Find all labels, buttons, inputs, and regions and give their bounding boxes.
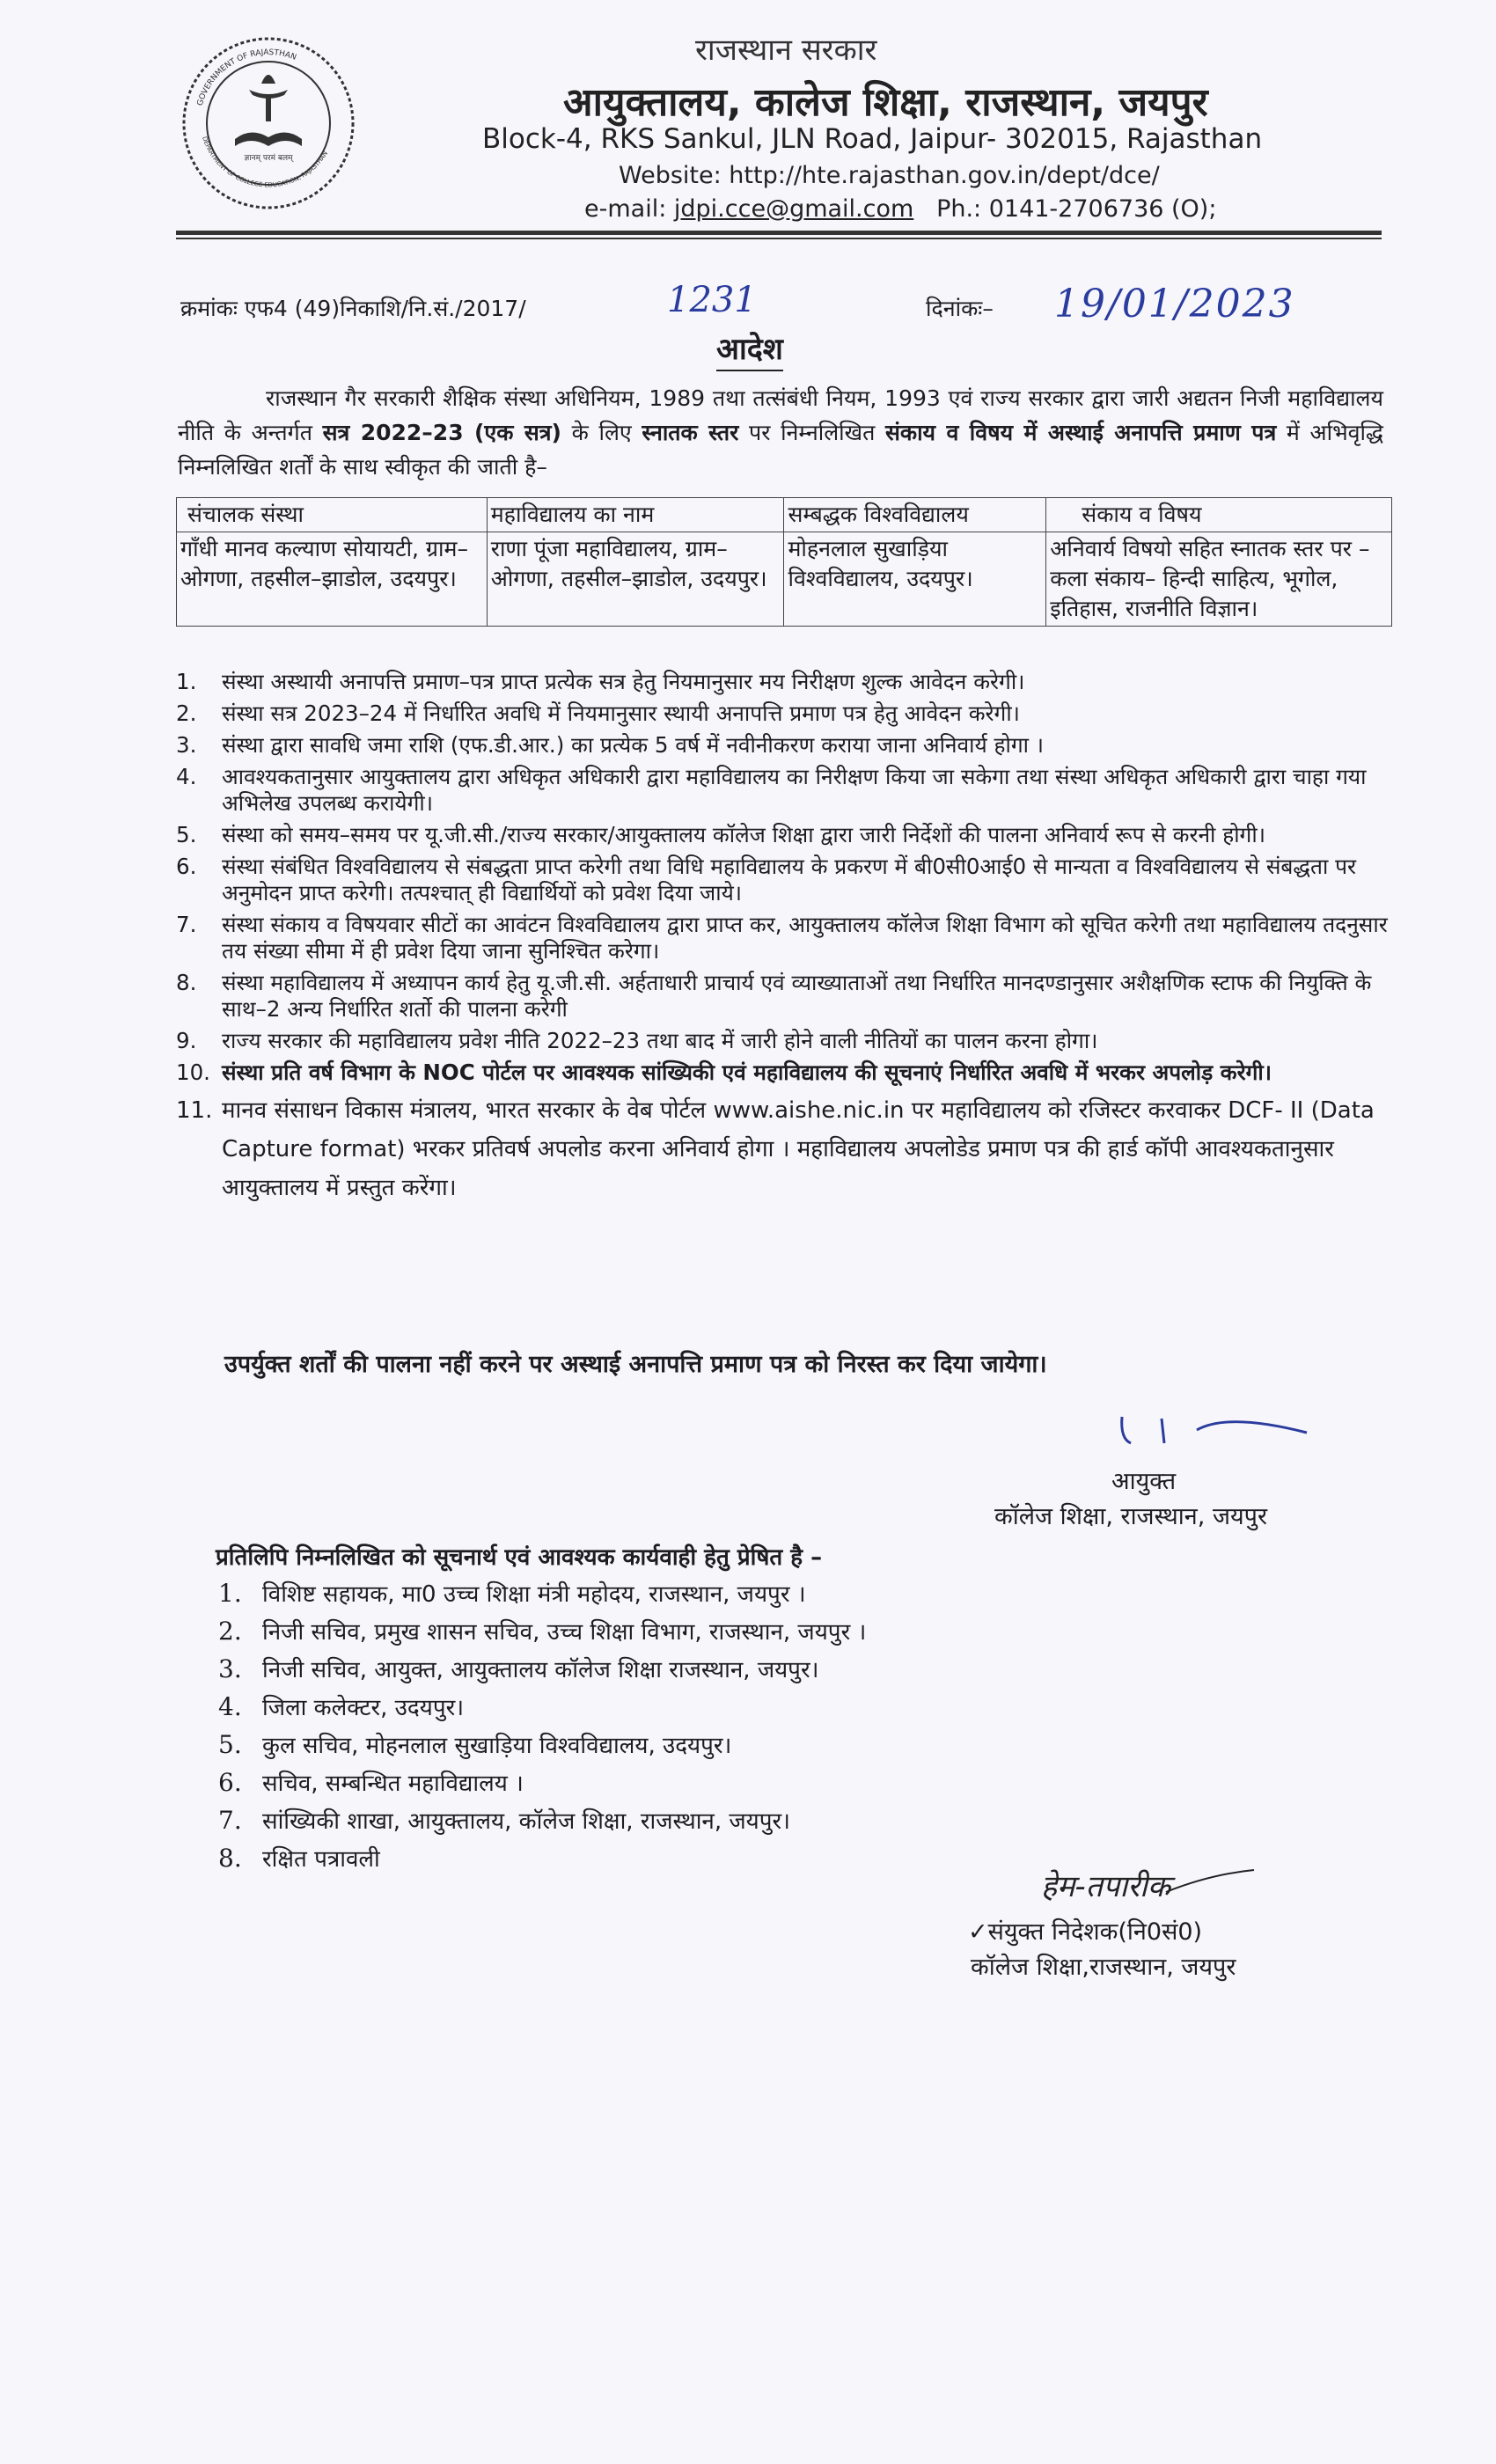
intro-part-7: में अभिवृद्धि निम्नलिखित शर्तों के साथ स्वीकृत की जाती है– [178, 420, 1383, 480]
list-item: 2. संस्था सत्र 2023–24 में निर्धारित अवधि में नियमानुसार स्थायी अनापत्ति प्रमाण पत्र हेतु आवेदन करेगी। [176, 700, 1020, 726]
list-item: 5. संस्था को समय–समय पर यू.जी.सी./राज्य सरकार/आयुक्तालय कॉलेज शिक्षा द्वारा जारी निर्देशों की पालना अनिवार्य रूप से करनी होगी। [176, 822, 1265, 847]
date-label: दिनांकः– [926, 296, 994, 321]
reference-label: क्रमांकः एफ4 (49)निकाशि/नि.सं./2017/ [180, 296, 526, 321]
signatory-office: कॉलेज शिक्षा, राजस्थान, जयपुर [994, 1503, 1268, 1530]
intro-part-3: के लिए [561, 420, 642, 445]
header-rule-thin [176, 238, 1382, 239]
intro-session: सत्र 2022–23 (एक सत्र) [322, 420, 561, 445]
government-name: राजस्थान सरकार [695, 33, 877, 68]
seal-motto: ज्ञानम् परमं बलम् [244, 154, 293, 163]
copy-intro: प्रतिलिपि निम्नलिखित को सूचनार्थ एवं आवश्यक कार्यवाही हेतु प्रेषित है – [216, 1544, 823, 1571]
list-item: 8. रक्षित पत्रावली [218, 1844, 380, 1873]
office-name: आयुक्तालय, कालेज शिक्षा, राजस्थान, जयपुर [563, 80, 1208, 125]
table-header-cell: सम्बद्धक विश्वविद्यालय [784, 498, 1046, 532]
signatory-office: कॉलेज शिक्षा,राजस्थान, जयपुर [971, 1954, 1236, 1981]
signatory-title: ✓संयुक्त निदेशक(नि0सं0) [968, 1918, 1203, 1946]
list-item: 6. सचिव, सम्बन्धित महाविद्यालय । [218, 1768, 524, 1797]
table-row [177, 532, 1392, 627]
conditions-list [176, 669, 1390, 1213]
list-item: 11. मानव संसाधन विकास मंत्रालय, भारत सरकार के वेब पोर्टल www.aishe.nic.in पर महाविद्यालय को रजिस्टर करवाकर DCF- II (Data Capture format) भरकर प्रतिवर्ष अपलोड करना अनिवार्य होगा । महाविद्यालय अपलोडेड प्रमाण पत्र की हार्ड कॉपी आवश्यकतानुसार आयुक्तालय में प्रस्तुत करेंगा। [176, 1097, 1375, 1201]
table-header-cell: संकाय व विषय [1046, 498, 1392, 532]
table-header-cell: संचालक संस्था [177, 498, 488, 532]
phone-number: Ph.: 0141-2706736 (O); [936, 195, 1217, 223]
list-item: 8. संस्था महाविद्यालय में अध्यापन कार्य हेतु यू.जी.सी. अर्हताधारी प्राचार्य एवं व्याख्याताओं तथा निर्धारित मानदण्डानुसार अशैक्षणिक स्टाफ की नियुक्ति के साथ–2 अन्य निर्धारित शर्तो की पालना करेगी [176, 970, 1372, 1022]
closing-note: उपर्युक्त शर्तों की पालना नहीं करने पर अस्थाई अनापत्ति प्रमाण पत्र को निरस्त कर दिया जायेगा। [224, 1351, 1047, 1378]
list-item: 5. कुल सचिव, मोहनलाल सुखाड़िया विश्वविद्यालय, उदयपुर। [218, 1730, 732, 1759]
email-address: jdpi.cce@gmail.com [673, 195, 914, 223]
table-cell-society: गाँधी मानव कल्याण सोयायटी, ग्राम–ओगणा, तहसील–झाडोल, उदयपुर। [177, 532, 488, 627]
list-item: 7. सांख्यिकी शाखा, आयुक्तालय, कॉलेज शिक्षा, राजस्थान, जयपुर। [218, 1806, 791, 1835]
date-handwritten: 19/01/2023 [1054, 282, 1295, 326]
list-item: 2. निजी सचिव, प्रमुख शासन सचिव, उच्च शिक्षा विभाग, राजस्थान, जयपुर । [218, 1617, 867, 1646]
list-item: 6. संस्था संबंधित विश्वविद्यालय से संबद्धता प्राप्त करेगी तथा विधि महाविद्यालय के प्रकरण में बी0सी0आई0 से मान्यता व विश्वविद्यालय से संबद्धता पर अनुमोदन प्राप्त करेगी। तत्पश्चात् ही विद्यार्थियों को प्रवेश दिया जाये। [176, 854, 1357, 906]
seal-text-bottom: DEPARTMENT OF COLLEGE EDUCATION, RAJASTHAN [201, 136, 330, 189]
table-header-cell: महाविद्यालय का नाम [487, 498, 784, 532]
list-item: 1. संस्था अस्थायी अनापत्ति प्रमाण–पत्र प्राप्त प्रत्येक सत्र हेतु नियमानुसार मय निरीक्षण शुल्क आवेदन करेगी। [176, 669, 1025, 694]
intro-noc: संकाय व विषय में अस्थाई अनापत्ति प्रमाण पत्र [884, 420, 1277, 445]
institution-table [176, 497, 1392, 627]
list-item: 7. संस्था संकाय व विषयवार सीटों का आवंटन विश्वविद्यालय द्वारा प्राप्त कर, आयुक्तालय कॉलेज शिक्षा विभाग को सूचित करेगी तथा महाविद्यालय तदनुसार तय संख्या सीमा में ही प्रवेश दिया जाना सुनिश्चित करेगा। [176, 912, 1388, 964]
seal-text-top: GOVERNMENT OF RAJASTHAN [195, 48, 298, 107]
list-item: 1. विशिष्ट सहायक, मा0 उच्च शिक्षा मंत्री महोदय, राजस्थान, जयपुर । [218, 1579, 806, 1608]
table-header-row [177, 498, 1392, 532]
reference-number-handwritten: 1231 [667, 280, 757, 320]
office-website: Website: http://hte.rajasthan.gov.in/dept/dce/ [619, 162, 1160, 189]
contact-line [584, 195, 1216, 223]
list-item: 4. आवश्यकतानुसार आयुक्तालय द्वारा अधिकृत अधिकारी द्वारा महाविद्यालय का निरीक्षण किया जा सकेगा तथा संस्था अधिकृत अधिकारी द्वारा चाहा गया अभिलेख उपलब्ध करायेगी। [176, 764, 1367, 816]
signatory-title: आयुक्त [1111, 1468, 1177, 1495]
list-item: 9. राज्य सरकार की महाविद्यालय प्रवेश नीति 2022–23 तथा बाद में जारी होने वाली नीतियों का पालन करना होगा। [176, 1028, 1098, 1053]
government-seal [180, 35, 356, 211]
table-cell-college: राणा पूंजा महाविद्यालय, ग्राम–ओगणा, तहसील–झाडोल, उदयपुर। [487, 532, 784, 627]
list-item: 10. संस्था प्रति वर्ष विभाग के NOC पोर्टल पर आवश्यक सांख्यिकी एवं महाविद्यालय की सूचनाएं निर्धारित अवधि में भरकर अपलोड़ करेगी। [176, 1060, 1272, 1085]
office-address: Block-4, RKS Sankul, JLN Road, Jaipur- 302015, Rajasthan [482, 123, 1263, 155]
intro-part-1: राजस्थान गैर सरकारी शैक्षिक संस्था अधिनियम, 1989 तथा तत्संबंधी नियम, 1993 एवं राज्य सरकार द्वारा जारी अद्यतन निजी महाविद्यालय नीति के अन्तर्गत [178, 385, 1383, 445]
intro-paragraph [178, 381, 1383, 484]
joint-director-signature [1034, 1857, 1263, 1918]
intro-part-5: पर निम्नलिखित [738, 420, 885, 445]
list-item: 3. निजी सचिव, आयुक्त, आयुक्तालय कॉलेज शिक्षा राजस्थान, जयपुर। [218, 1654, 819, 1683]
table-cell-university: मोहनलाल सुखाड़िया विश्वविद्यालय, उदयपुर। [784, 532, 1046, 627]
commissioner-signature [1113, 1408, 1324, 1461]
signature-text: हेम-तपारीक [1041, 1869, 1170, 1904]
table-cell-faculty: अनिवार्य विषयो सहित स्नातक स्तर पर – कला संकाय– हिन्दी साहित्य, भूगोल, इतिहास, राजनीति विज्ञान। [1046, 532, 1392, 627]
header-rule-thick [176, 231, 1382, 235]
list-item: 4. जिला कलेक्टर, उदयपुर। [218, 1692, 465, 1721]
intro-level: स्नातक स्तर [642, 420, 739, 445]
order-title: आदेश [716, 327, 783, 371]
list-item: 3. संस्था द्वारा सावधि जमा राशि (एफ.डी.आर.) का प्रत्येक 5 वर्ष में नवीनीकरण कराया जाना अनिवार्य होगा । [176, 732, 1045, 758]
copy-list [218, 1575, 866, 1878]
email-label: e-mail: [584, 195, 667, 223]
